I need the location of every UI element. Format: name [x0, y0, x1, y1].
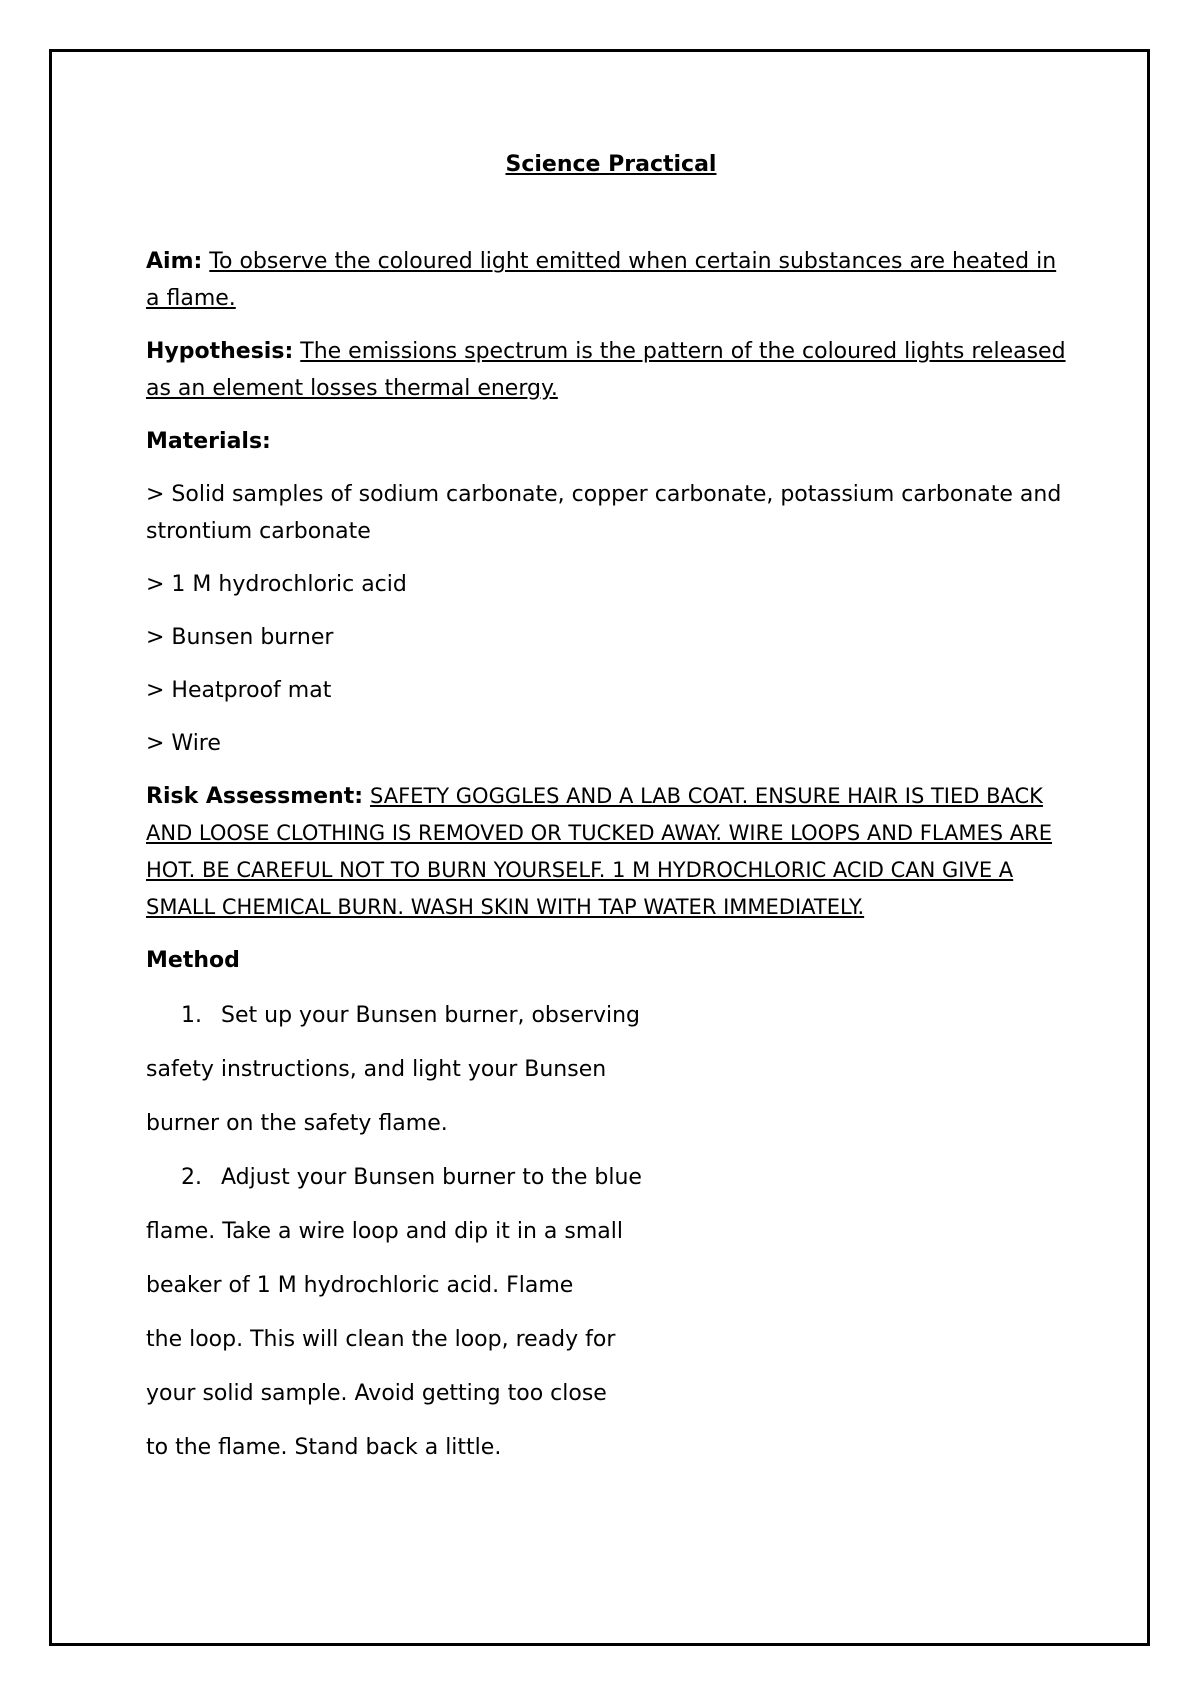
method-step-line: safety instructions, and light your Bunsen — [146, 1057, 607, 1082]
method-step-line: the loop. This will clean the loop, ready for — [146, 1327, 616, 1352]
method-step-first-line — [146, 1151, 1076, 1205]
method-steps — [146, 989, 1076, 1475]
method-step-number: 2. — [181, 1165, 202, 1190]
risk-assessment-text: SAFETY GOGGLES AND A LAB COAT. ENSURE HAIR IS TIED BACK AND LOOSE CLOTHING IS REMOVED OR TUCKED AWAY. WIRE LOOPS AND FLAMES ARE HOT. BE CAREFUL NOT TO BURN YOURSELF. 1 M HYDROCHLORIC ACID CAN GIVE A SMALL CHEMICAL BURN. WASH SKIN WITH TAP WATER IMMEDIATELY. — [146, 784, 1053, 919]
material-item: > Solid samples of sodium carbonate, copper carbonate, potassium carbonate and strontium carbonate — [146, 482, 1062, 544]
risk-assessment-section — [146, 778, 1076, 926]
method-step-line: burner on the safety flame. — [146, 1111, 448, 1136]
document-body — [146, 146, 1076, 1475]
hypothesis-section — [146, 333, 1076, 407]
aim-section — [146, 243, 1076, 317]
method-step-first-line — [146, 989, 1076, 1043]
material-item: > Heatproof mat — [146, 678, 332, 703]
aim-text: To observe the coloured light emitted when certain substances are heated in a flame. — [146, 249, 1057, 311]
method-step-text: Set up your Bunsen burner, observing — [221, 1003, 640, 1028]
method-step-line: flame. Take a wire loop and dip it in a small — [146, 1219, 623, 1244]
document-title — [146, 146, 1076, 183]
materials-label: Materials: — [146, 429, 271, 454]
method-step-line: your solid sample. Avoid getting too close — [146, 1381, 607, 1406]
title-text: Science Practical — [505, 152, 717, 177]
method-step-line: to the flame. Stand back a little. — [146, 1435, 502, 1460]
method-step-text: Adjust your Bunsen burner to the blue — [221, 1165, 642, 1190]
material-item: > Wire — [146, 731, 221, 756]
hypothesis-label: Hypothesis: — [146, 339, 294, 364]
material-item: > 1 M hydrochloric acid — [146, 572, 407, 597]
hypothesis-text: The emissions spectrum is the pattern of the coloured lights released as an element losses thermal energy. — [146, 339, 1066, 401]
method-label: Method — [146, 948, 240, 973]
method-step-number: 1. — [181, 1003, 202, 1028]
risk-assessment-label: Risk Assessment: — [146, 784, 364, 809]
method-step-line: beaker of 1 M hydrochloric acid. Flame — [146, 1273, 574, 1298]
material-item: > Bunsen burner — [146, 625, 334, 650]
aim-label: Aim: — [146, 249, 203, 274]
